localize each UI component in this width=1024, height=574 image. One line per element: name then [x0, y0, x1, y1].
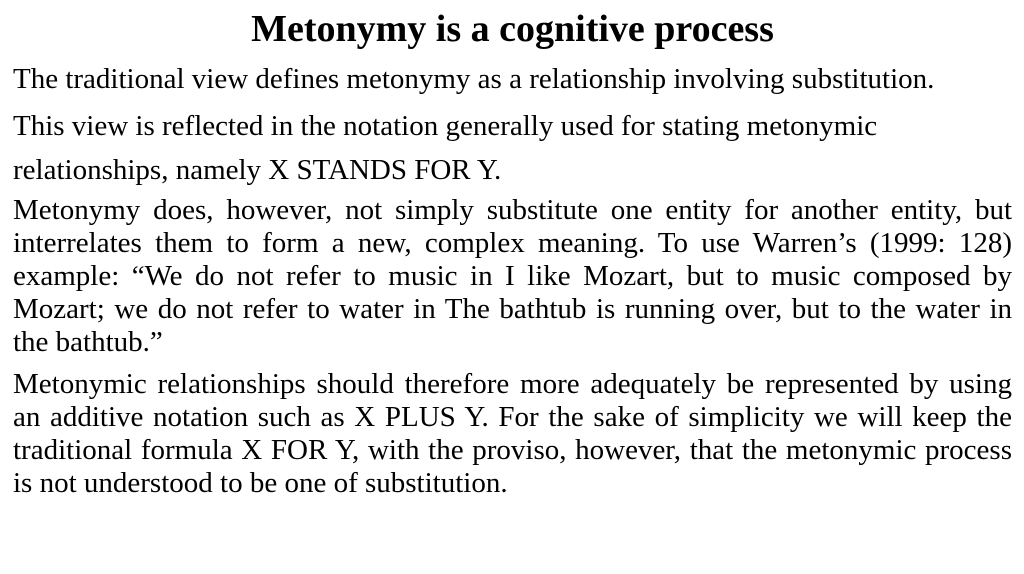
paragraph-traditional-view: The traditional view defines metonymy as a relationship involving substitution. [13, 63, 935, 95]
paragraph-warren-example: Metonymy does, however, not simply substitute one entity for another entity, but interrelates them to form a new, complex meaning. To use Warren’s (1999: 128) example: “We do not refer to music in I like Mozart, but to music composed by Mozart; we do not refer to water in The bathtub is running over, but to the water in the bathtub.” [13, 194, 1012, 358]
paragraph-additive-notation: Metonymic relationships should therefore more adequately be represented by using an additive notation such as X PLUS Y. For the sake of simplicity we will keep the traditional formula X FOR Y, with the proviso, however, that the metonymic process is not understood to be one of substitution. [13, 368, 1012, 499]
paragraph-notation [13, 104, 1012, 192]
paragraph-notation-line-2: relationships, namely X STANDS FOR Y. [13, 154, 502, 186]
slide-title: Metonymy is a cognitive process [251, 8, 774, 50]
paragraph-notation-line-1: This view is reflected in the notation generally used for stating metonymic [13, 110, 878, 142]
